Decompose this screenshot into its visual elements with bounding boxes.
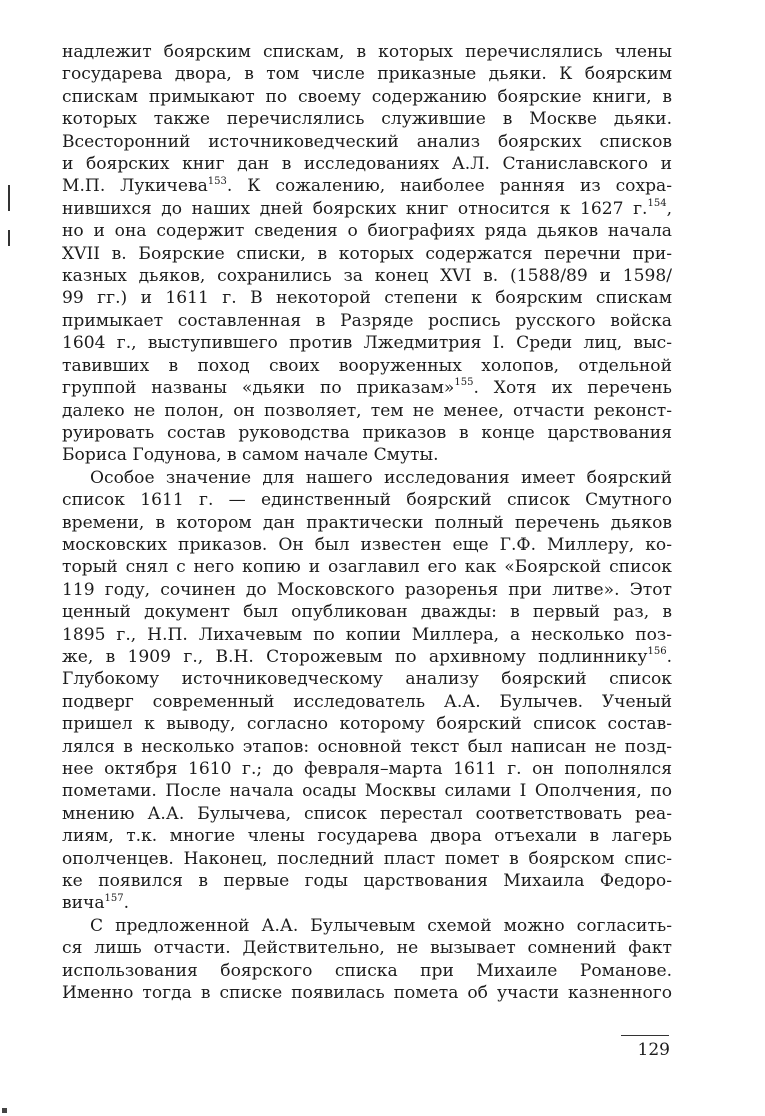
text-segment: группой названы «дьяки по приказам» — [62, 378, 455, 399]
text-line: подверг современный исследователь А.А. Булычев. Ученый — [62, 691, 672, 712]
text-line: Именно тогда в списке появилась помета об участи казненного — [62, 983, 672, 1004]
footnote-ref-153: 153 — [207, 175, 227, 187]
text-line: 1604 г., выступившего против Лжедмитрия I. Среди лиц, выс- — [62, 333, 672, 354]
text-line: лиям, т.к. многие члены государева двора отъехали в лагерь — [62, 826, 672, 847]
footnote-ref-155: 155 — [454, 377, 474, 389]
text-line: спискам примыкают по своему содержанию боярские книги, в — [62, 86, 672, 107]
text-line: казных дьяков, сохранились за конец XVI в. (1588/89 и 1598/ — [62, 266, 672, 287]
paragraph-1 — [62, 41, 672, 467]
text-line: Особое значение для нашего исследования имеет боярский — [90, 467, 672, 488]
text-line: 119 году, сочинен до Московского разоренья при литве». Этот — [62, 579, 672, 600]
text-line: государева двора, в том числе приказные дьяки. К боярским — [62, 64, 672, 85]
text-line: нее октября 1610 г.; до февраля–марта 1611 г. он пополнялся — [62, 759, 672, 779]
text-segment: . — [123, 893, 130, 914]
text-line: московских приказов. Он был известен еще Г.Ф. Миллеру, ко- — [62, 534, 672, 555]
text-line: пометами. После начала осады Москвы силами I Ополчения, по — [62, 781, 672, 802]
text-line: пришел к выводу, согласно которому боярский список состав- — [62, 714, 672, 735]
text-line — [62, 646, 672, 668]
footnote-ref-157: 157 — [104, 892, 124, 904]
text-line: примыкает составленная в Разряде роспись русского войска — [62, 310, 672, 331]
text-line — [62, 175, 672, 197]
text-line: мнению А.А. Булычева, список перестал соответствовать реа- — [62, 803, 672, 824]
text-segment: . Хотя их перечень — [473, 378, 672, 399]
text-line: ся лишь отчасти. Действительно, не вызывает сомнений факт — [62, 938, 672, 959]
text-line: список 1611 г. — единственный боярский список Смутного — [62, 490, 672, 511]
text-line: но и она содержит сведения о биографиях ряда дьяков начала — [62, 221, 672, 242]
body-text — [62, 41, 672, 1004]
text-line: 1895 г., Н.П. Лихачевым по копии Миллера, а несколько поз- — [62, 624, 672, 645]
text-line: Бориса Годунова, в самом начале Смуты. — [62, 445, 439, 466]
text-line: торый снял с него копию и озаглавил его как «Боярской список — [62, 557, 672, 578]
text-line: С предложенной А.А. Булычевым схемой можно согласить- — [90, 915, 672, 936]
text-segment: же, в 1909 г., В.Н. Сторожевым по архивному подлиннику — [62, 646, 648, 667]
text-segment: М.П. Лукичева — [62, 176, 208, 197]
text-line: ценный документ был опубликован дважды: в первый раз, в — [62, 602, 672, 623]
margin-mark-1 — [8, 185, 10, 211]
text-line: и боярских книг дан в исследованиях А.Л. Станиславского и — [62, 154, 672, 175]
text-line: ополченцев. Наконец, последний пласт помет в боярском спис- — [62, 848, 672, 869]
text-line: Глубокому источниковедческому анализу боярский список — [62, 669, 672, 690]
text-segment: вича — [62, 893, 105, 914]
footnote-ref-154: 154 — [647, 198, 667, 210]
text-line: использования боярского списка при Михаиле Романове. — [62, 960, 672, 981]
text-line — [62, 377, 672, 399]
text-segment: . К сожалению, наиболее ранняя из сохра- — [226, 176, 672, 197]
text-segment: , — [666, 198, 672, 219]
text-segment: нившихся до наших дней боярских книг относится к 1627 г. — [62, 198, 648, 219]
text-line: Всесторонний источниковедческий анализ боярских списков — [62, 131, 672, 152]
text-line: тавивших в поход своих вооруженных холопов, отдельной — [62, 355, 672, 376]
footnote-ref-156: 156 — [647, 646, 667, 658]
text-line: ке появился в первые годы царствования Михаила Федоро- — [62, 871, 672, 892]
margin-mark-2 — [8, 230, 10, 246]
text-line — [62, 198, 672, 220]
page-number: 129 — [637, 1040, 670, 1060]
text-line: далеко не полон, он позволяет, тем не менее, отчасти реконст- — [62, 400, 672, 421]
text-line: лялся в несколько этапов: основной текст был написан не позд- — [62, 736, 672, 757]
text-line: надлежит боярским спискам, в которых перечислялись члены — [62, 42, 672, 62]
text-line: которых также перечислялись служившие в Москве дьяки. — [62, 109, 672, 130]
text-line: руировать состав руководства приказов в конце царствования — [62, 422, 672, 443]
text-segment: . — [666, 646, 672, 667]
text-line: 99 гг.) и 1611 г. В некоторой степени к боярским спискам — [62, 288, 672, 309]
scan-artifact — [2, 1108, 7, 1113]
paragraph-2 — [62, 467, 672, 915]
text-line: XVII в. Боярские списки, в которых содержатся перечни при- — [62, 243, 672, 264]
page-number-rule — [621, 1035, 669, 1036]
text-line — [62, 892, 672, 914]
text-line: времени, в котором дан практически полный перечень дьяков — [62, 512, 672, 533]
paragraph-3 — [62, 915, 672, 1005]
